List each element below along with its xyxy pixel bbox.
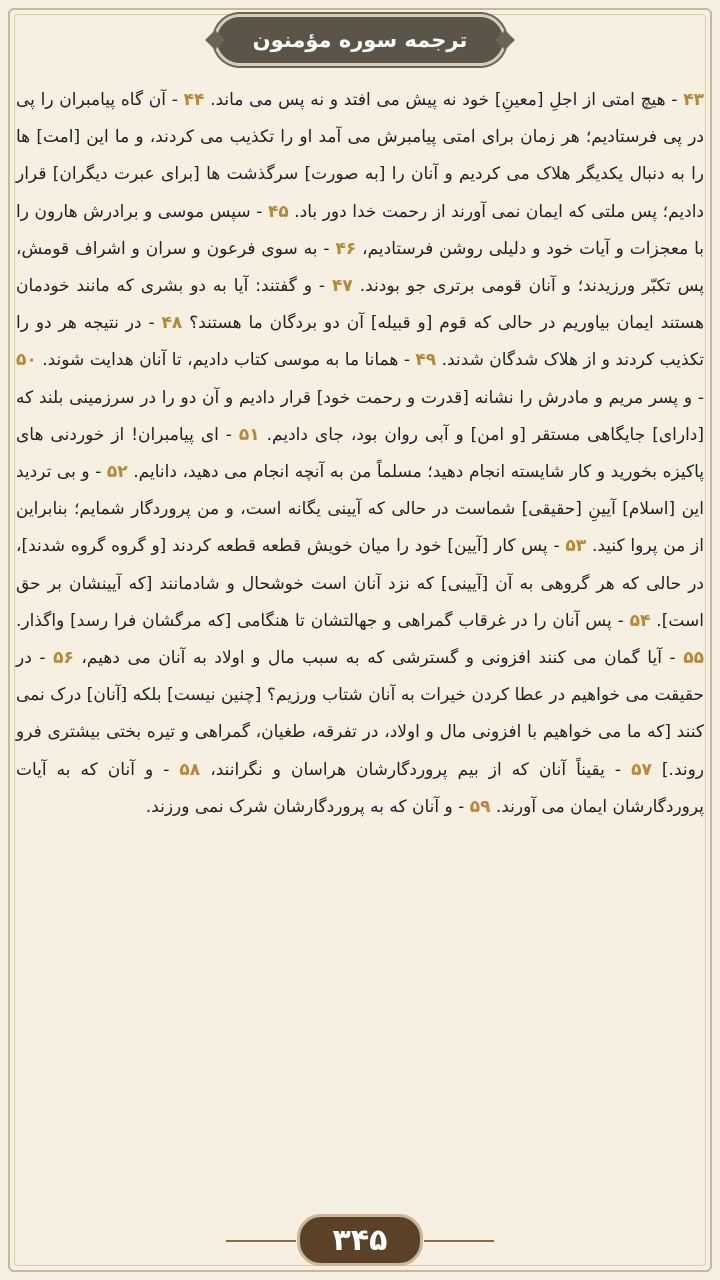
verse-number: ۵۰ xyxy=(16,350,37,371)
verse-text: سپس موسی و برادرش هارون را با معجزات و آیات خود و دلیلی روشن فرستادیم، xyxy=(16,201,704,259)
verse-number: ۵۳ xyxy=(565,536,587,557)
verse-number: ۴۳ xyxy=(683,90,705,110)
surah-title: ترجمه سوره مؤمنون xyxy=(252,28,468,52)
verse-number: ۴۶ xyxy=(335,238,357,259)
surah-title-banner xyxy=(214,14,506,66)
verse-text: آن گاه پیامبران را پی در پی فرستادیم؛ هر زمان برای امتی پیامبرش می آمد او را تکذیب می کردند، و ما این [امت] ها را به دنبال یکدیگر هلاک می کردیم و آنان را [به صورت] سرگذشت ها [برای عبرت دیگران] قرار دادیم؛ پس ملتی که ایمان نمی آورند از رحمت خدا دور باد. xyxy=(16,90,704,222)
page-number: ۳۴۵ xyxy=(332,1222,388,1258)
verse-text: به سوی فرعون و سران و اشراف قومش، پس تکبّر ورزیدند؛ و آنان قومی برتری جو بودند. xyxy=(16,238,704,297)
verse-number: ۴۸ xyxy=(161,313,183,334)
verse-number: ۴۹ xyxy=(415,350,437,371)
verse-text: و آنان که به آیات پروردگارشان ایمان می آورند. xyxy=(16,759,704,817)
verse-text: آیا گمان می کنند افزونی و گسترشی که به سبب مال و اولاد به آنان می دهیم، xyxy=(81,648,662,669)
verse-number: ۵۵ xyxy=(683,648,704,669)
verse-number: ۵۲ xyxy=(106,462,128,483)
verse-text: و گفتند: آیا به دو بشری که مانند خودمان هستند ایمان بیاوریم در حالی که قوم [و قبیله] آن دو بردگان ما هستند؟ xyxy=(16,276,705,334)
verse-number: ۴۵ xyxy=(267,201,289,222)
verse-number: ۴۷ xyxy=(332,276,353,297)
verse-text: ای پیامبران! از خوردنی های پاکیزه بخورید و کار شایسته انجام دهید؛ مسلماً من به آنچه انجام می دهید، دانایم. xyxy=(16,424,704,483)
verse-text: در نتیجه هر دو را تکذیب کردند و از هلاک شدگان شدند. xyxy=(16,313,704,371)
verse-text: پس آنان را در غرقاب گمراهی و جهالتشان تا هنگامی [که مرگشان فرا رسد] واگذار. xyxy=(16,610,612,631)
verse-text: همانا ما به موسی کتاب دادیم، تا آنان هدایت شوند. xyxy=(42,350,399,371)
verse-text: در حقیقت می خواهیم در عطا کردن خیرات به آنان شتاب ورزیم؟ [چنین نیست] بلکه [آنان] درک نمی کنند [که ما می خواهیم با افزونی مال و اولاد، در تفرقه، طغیان، گمراهی و تیره بختی بیشتری فرو روند.] xyxy=(16,648,705,780)
verse-text: و پسر مریم و مادرش را نشانه [قدرت و رحمت خود] قرار دادیم و آن دو را در سرزمینی بلند که [دارای] جایگاهی مستقر [و امن] و آبی روان بود، جای دادیم. xyxy=(16,387,704,445)
translation-text: ۴۳ - هیچ امتی از اجلِ [معینِ] خود نه پیش می افتد و نه پس می ماند. ۴۴ - آن گاه پیامبران را پی در پی فرستادیم؛ هر زمان برای امتی پیامبرش می آمد او را تکذیب می کردند، و ما این [امت] ها را به دنبال یکدیگر هلاک می کردیم و آنان را [به صورت] سرگذشت ها [برای عبرت دیگران] قرار دادیم؛ پس ملتی که ایمان نمی آورند از رحمت خدا دور باد. ۴۵ - سپس موسی و برادرش هارون را با معجزات و آیات خود و دلیلی روشن فرستادیم، ۴۶ - به سوی فرعون و سران و اشراف قومش، پس تکبّر ورزیدند؛ و آنان قومی برتری جو بودند. ۴۷ - و گفتند: آیا به دو بشری که مانند خودمان هستند ایمان بیاوریم در حالی که قوم [و قبیله] آن دو بردگان ما هستند؟ ۴۸ - در نتیجه هر دو را تکذیب کردند و از هلاک شدگان شدند. ۴۹ - همانا ما به موسی کتاب دادیم، تا آنان هدایت شوند. ۵۰ - و پسر مریم و مادرش را نشانه [قدرت و رحمت خود] قرار دادیم و آن دو را در سرزمینی بلند که [دارای] جایگاهی مستقر [و امن] و آبی روان بود، جای دادیم. ۵۱ - ای پیامبران! از خوردنی های پاکیزه بخورید و کار شایسته انجام دهید؛ مسلماً من به آنچه انجام می دهید، دانایم. ۵۲ - و بی تردید این [اسلام] آیینِ [حقیقی] شماست در حالی که آیینی یگانه است، و من پروردگار شمایم؛ بنابراین از من پروا کنید. ۵۳ - پس کار [آیین] خود را میان خویش قطعه قطعه کردند [و گروه گروه شدند]، در حالی که هر گروهی به آن [آیینی] که نزد آنان است خوشحال و شادمانند [که آیینشان بر حق است]. ۵۴ - پس آنان را در غرقاب گمراهی و جهالتشان تا هنگامی [که مرگشان فرا رسد] واگذار. ۵۵ - آیا گمان می کنند افزونی و گسترشی که به سبب مال و اولاد به آنان می دهیم، ۵۶ - در حقیقت می خواهیم در عطا کردن خیرات به آنان شتاب ورزیم؟ [چنین نیست] بلکه [آنان] درک نمی کنند [که ما می خواهیم با افزونی مال و اولاد، در تفرقه، طغیان، گمراهی و تیره بختی بیشتری فرو روند.] ۵۷ - یقیناً آنان که از بیم پروردگارشان هراسان و نگرانند، ۵۸ - و آنان که به آیات پروردگارشان ایمان می آورند. ۵۹ - و آنان که به پروردگارشان شرک نمی ورزند. xyxy=(16,90,705,817)
verse-text: و بی تردید این [اسلام] آیینِ [حقیقی] شماست در حالی که آیینی یگانه است، و من پروردگار شمایم؛ بنابراین از من پروا کنید. xyxy=(16,462,704,557)
verse-text: و آنان که به پروردگارشان شرک نمی ورزند. xyxy=(145,796,453,817)
verse-number: ۵۷ xyxy=(631,759,652,780)
verse-number: ۵۱ xyxy=(238,424,260,445)
verse-number: ۵۴ xyxy=(629,610,651,631)
verse-text: یقیناً آنان که از بیم پروردگارشان هراسان و نگرانند، xyxy=(210,759,605,780)
verse-text: هیچ امتی از اجلِ [معینِ] خود نه پیش می افتد و نه پس می ماند. xyxy=(210,90,666,110)
verse-number: ۵۶ xyxy=(53,648,74,669)
verse-number: ۵۸ xyxy=(179,759,201,780)
verse-number: ۴۴ xyxy=(183,90,205,110)
page-number-badge xyxy=(297,1214,423,1266)
verse-number: ۵۹ xyxy=(469,796,491,817)
verse-text: پس کار [آیین] خود را میان خویش قطعه قطعه کردند [و گروه گروه شدند]، در حالی که هر گروهی به آن [آیینی] که نزد آنان است خوشحال و شادمانند [که آیینشان بر حق است]. xyxy=(16,536,704,631)
